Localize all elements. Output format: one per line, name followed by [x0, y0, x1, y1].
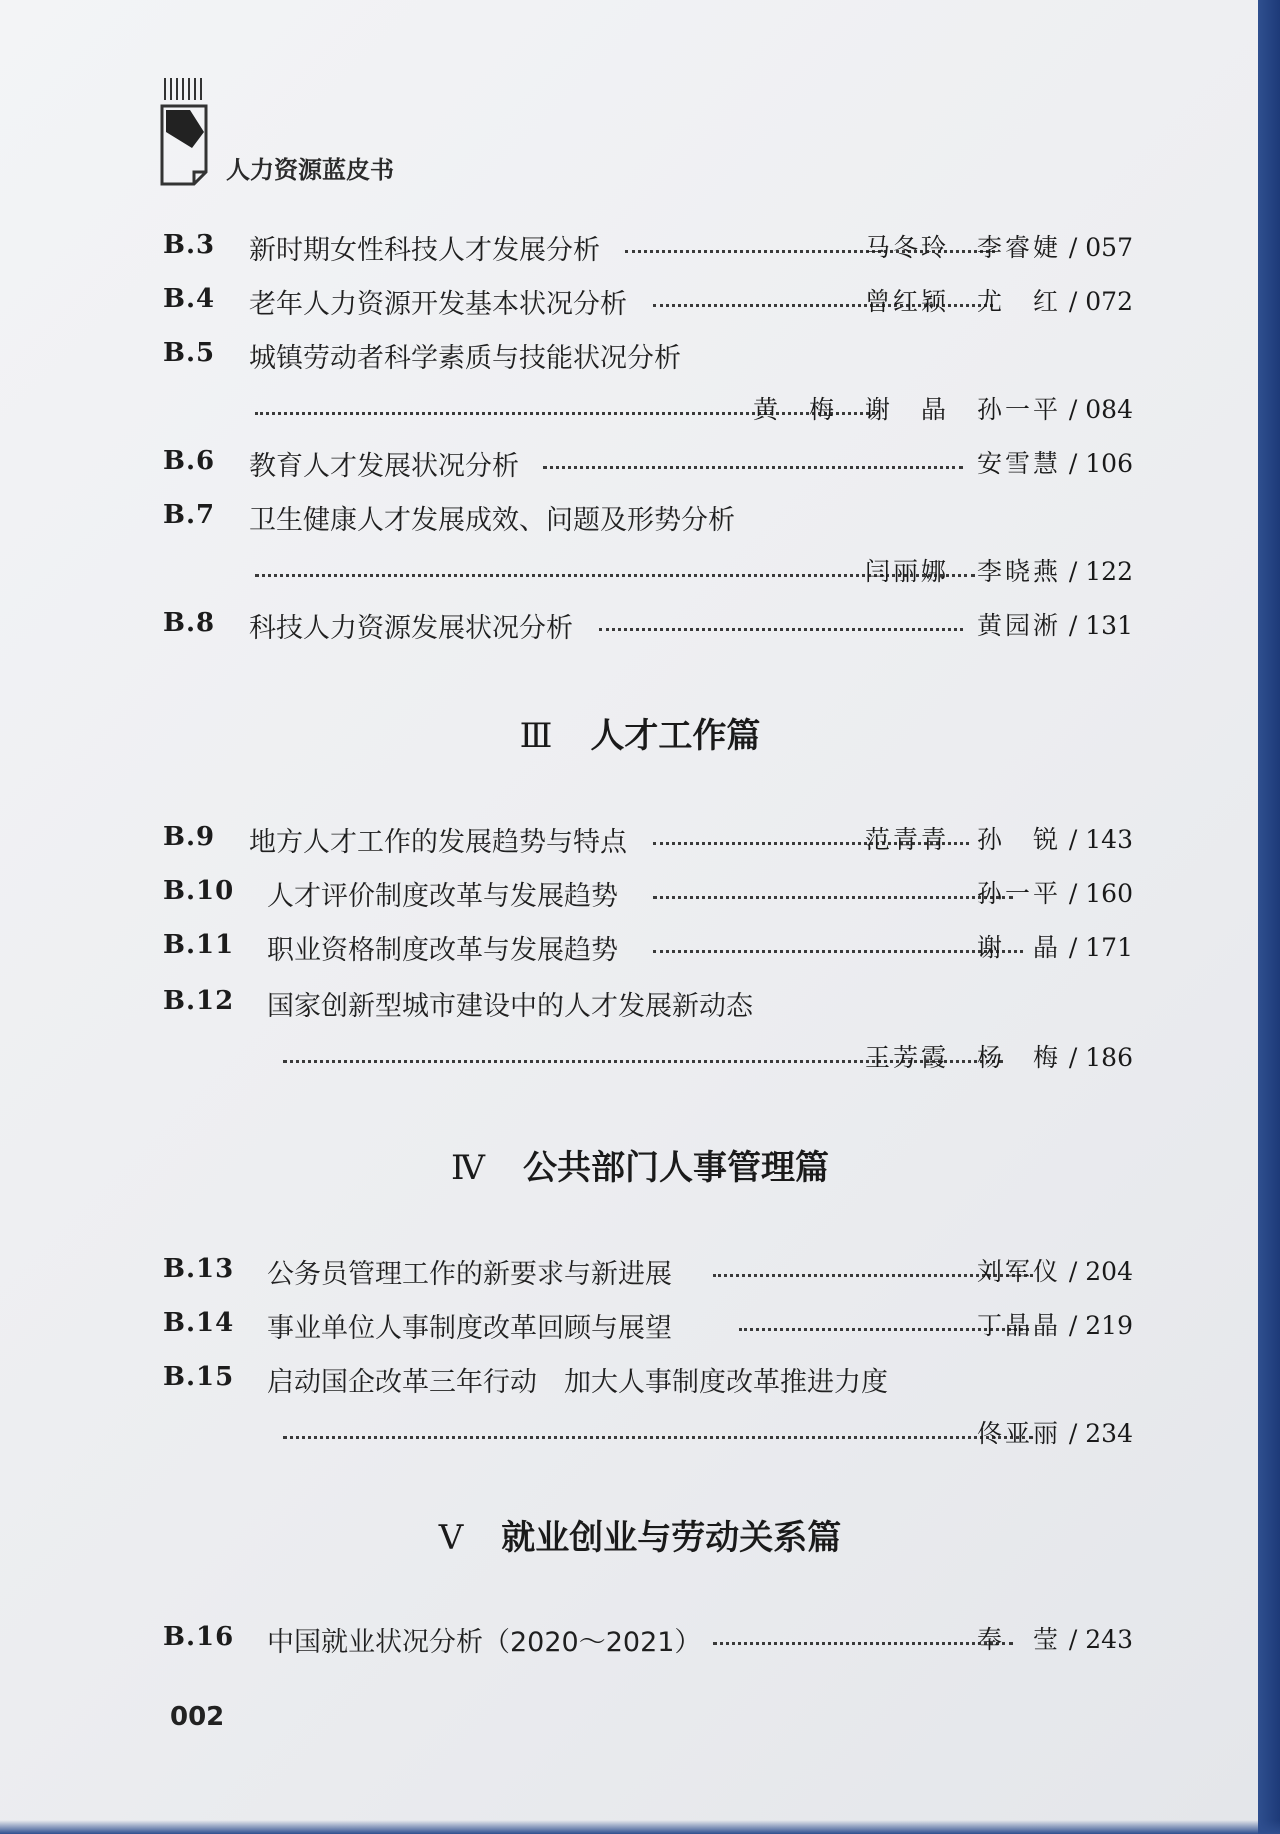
section-heading-5 [0, 1510, 1280, 1559]
entry-number: B.11 [163, 930, 235, 960]
entry-number: B.15 [163, 1362, 235, 1392]
entry-number: B.16 [163, 1622, 235, 1652]
entry-authors-page: 佟亚丽 / 234 [976, 1419, 1133, 1448]
entry-title: 教育人才发展状况分析 [249, 451, 519, 482]
section-numeral: Ⅲ [519, 716, 553, 756]
entry-number: B.4 [163, 284, 216, 314]
entry-number: B.6 [163, 446, 216, 476]
leader-dots [283, 1436, 1033, 1439]
entry-title: 科技人力资源发展状况分析 [249, 613, 573, 644]
entry-title: 新时期女性科技人才发展分析 [249, 235, 600, 266]
page-number: 002 [170, 1702, 225, 1732]
toc-entry-b16[interactable] [163, 1618, 1133, 1658]
toc-entry-b3[interactable] [163, 226, 1133, 266]
entry-title: 公务员管理工作的新要求与新进展 [267, 1259, 672, 1290]
entry-authors-page: 闫丽娜 李晓燕 / 122 [864, 557, 1133, 586]
entry-title: 职业资格制度改革与发展趋势 [267, 935, 618, 966]
entry-authors-page: 黄 梅 谢 晶 孙一平 / 084 [752, 395, 1133, 424]
entry-number: B.12 [163, 986, 235, 1016]
entry-authors-page: 孙一平 / 160 [976, 879, 1133, 908]
entry-title: 城镇劳动者科学素质与技能状况分析 [249, 343, 681, 374]
leader-dots [599, 628, 963, 631]
entry-title: 老年人力资源开发基本状况分析 [249, 289, 627, 320]
toc-entry-b9[interactable] [163, 818, 1133, 858]
entry-title: 国家创新型城市建设中的人才发展新动态 [267, 991, 753, 1022]
entry-authors-page: 范青青 孙 锐 / 143 [864, 825, 1133, 854]
entry-authors-page: 黄园淅 / 131 [976, 611, 1133, 640]
toc-entry-b14[interactable] [163, 1304, 1133, 1344]
entry-number: B.3 [163, 230, 216, 260]
section-title: 人才工作篇 [590, 716, 761, 756]
entry-title: 卫生健康人才发展成效、问题及形势分析 [249, 505, 735, 536]
leader-dots [653, 950, 1023, 953]
entry-authors-page: 王芳霞 杨 梅 / 186 [864, 1043, 1133, 1072]
entry-authors-page: 马冬玲 李睿婕 / 057 [864, 233, 1133, 262]
entry-authors-page: 丁晶晶 / 219 [976, 1311, 1133, 1340]
section-heading-3 [0, 708, 1280, 757]
series-logo-icon [160, 76, 214, 186]
entry-title: 地方人才工作的发展趋势与特点 [249, 827, 627, 858]
entry-authors-page: 刘军仪 / 204 [976, 1257, 1133, 1286]
entry-number: B.5 [163, 338, 216, 368]
toc-entry-b7[interactable] [163, 496, 1133, 590]
section-heading-4 [0, 1140, 1280, 1189]
entry-authors-page: 安雪慧 / 106 [976, 449, 1133, 478]
section-title: 公共部门人事管理篇 [522, 1148, 829, 1188]
entry-authors-page: 谢 晶 / 171 [976, 933, 1133, 962]
series-title: 人力资源蓝皮书 [226, 156, 394, 184]
running-header [160, 76, 560, 186]
entry-number: B.10 [163, 876, 235, 906]
book-bottom-edge [0, 1820, 1280, 1834]
toc-entry-b11[interactable] [163, 926, 1133, 966]
toc-entry-b15[interactable] [163, 1358, 1133, 1452]
section-numeral: Ⅴ [438, 1518, 464, 1558]
entry-number: B.14 [163, 1308, 235, 1338]
entry-title: 中国就业状况分析（2020～2021） [267, 1627, 702, 1658]
toc-entry-b5[interactable] [163, 334, 1133, 428]
toc-entry-b10[interactable] [163, 872, 1133, 912]
leader-dots [543, 466, 963, 469]
entry-title: 人才评价制度改革与发展趋势 [267, 881, 618, 912]
toc-entry-b12[interactable] [163, 982, 1133, 1076]
entry-number: B.8 [163, 608, 216, 638]
entry-authors-page: 曾红颖 尤 红 / 072 [864, 287, 1133, 316]
entry-number: B.7 [163, 500, 216, 530]
entry-title: 启动国企改革三年行动 加大人事制度改革推进力度 [267, 1367, 888, 1398]
leader-dots [713, 1642, 1013, 1645]
toc-entry-b6[interactable] [163, 442, 1133, 482]
leader-dots [653, 896, 1013, 899]
toc-entry-b8[interactable] [163, 604, 1133, 644]
entry-authors-page: 奉 莹 / 243 [976, 1625, 1133, 1654]
toc-entry-b13[interactable] [163, 1250, 1133, 1290]
section-title: 就业创业与劳动关系篇 [501, 1518, 842, 1558]
entry-number: B.13 [163, 1254, 235, 1284]
entry-title: 事业单位人事制度改革回顾与展望 [267, 1313, 672, 1344]
entry-number: B.9 [163, 822, 216, 852]
section-numeral: Ⅳ [451, 1148, 485, 1188]
toc-entry-b4[interactable] [163, 280, 1133, 320]
